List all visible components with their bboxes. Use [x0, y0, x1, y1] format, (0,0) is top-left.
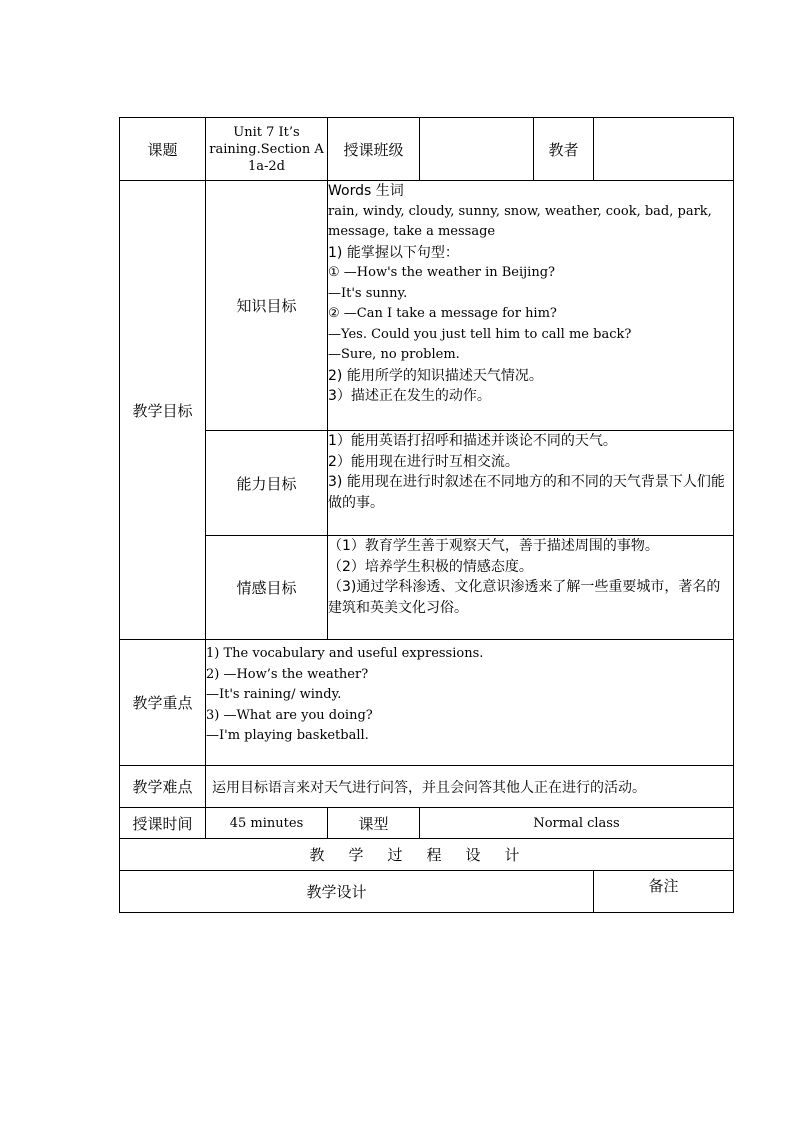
difficulties-row	[120, 766, 734, 808]
ability-line: 3) 能用现在进行时叙述在不同地方的和不同的天气背景下人们能做的事。	[328, 474, 725, 511]
emotion-label: 情感目标	[206, 536, 328, 640]
emotion-line: （1）教育学生善于观察天气，善于描述周围的事物。	[328, 538, 659, 554]
key-points-content	[206, 640, 734, 766]
knowledge-line: —Sure, no problem.	[328, 347, 460, 362]
key-point-line: —It's raining/ windy.	[206, 687, 342, 702]
key-points-row	[120, 640, 734, 766]
key-points-label: 教学重点	[120, 640, 206, 766]
type-value: Normal class	[420, 808, 734, 839]
time-label: 授课时间	[120, 808, 206, 839]
type-label: 课型	[328, 808, 420, 839]
process-title: 教学过程设计	[120, 839, 734, 871]
teacher-value	[594, 118, 734, 181]
knowledge-line: Words 生词	[328, 183, 404, 199]
header-row	[120, 118, 734, 181]
knowledge-line: ① —How's the weather in Beijing?	[328, 265, 556, 280]
ability-line: 1）能用英语打招呼和描述并谈论不同的天气。	[328, 433, 617, 449]
emotion-line: （2）培养学生积极的情感态度。	[328, 558, 533, 575]
difficulties-content: 运用目标语言来对天气进行问答，并且会问答其他人正在进行的活动。	[206, 766, 734, 808]
knowledge-line: message, take a message	[328, 224, 496, 239]
emotion-line: （3)通过学科渗透、文化意识渗透来了解一些重要城市，著名的建筑和英美文化习俗。	[328, 579, 721, 616]
knowledge-line: 1) 能掌握以下句型：	[328, 244, 459, 261]
emotion-row	[120, 536, 734, 640]
key-point-line: 2) —How’s the weather?	[206, 666, 369, 682]
key-point-line: 3) —What are you doing?	[206, 707, 373, 723]
schedule-row	[120, 808, 734, 839]
knowledge-line: 3）描述正在发生的动作。	[328, 388, 491, 404]
topic-value: Unit 7 It’s raining.Section A 1a-2d	[206, 118, 328, 181]
knowledge-line: —It's sunny.	[328, 285, 408, 301]
design-label: 教学设计	[120, 871, 594, 913]
emotion-content	[328, 536, 734, 640]
topic-label: 课题	[120, 118, 206, 181]
ability-content	[328, 431, 734, 536]
class-value	[420, 118, 534, 181]
class-label: 授课班级	[328, 118, 420, 181]
ability-line: 2）能用现在进行时互相交流。	[328, 453, 519, 470]
notes-label: 备注	[594, 871, 734, 913]
knowledge-row	[120, 181, 734, 431]
knowledge-line: ② —Can I take a message for him?	[328, 306, 557, 321]
process-title-row	[120, 839, 734, 871]
teacher-label: 教者	[534, 118, 594, 181]
difficulties-label: 教学难点	[120, 766, 206, 808]
knowledge-line: —Yes. Could you just tell him to call me back?	[328, 326, 632, 342]
time-value: 45 minutes	[206, 808, 328, 839]
ability-row	[120, 431, 734, 536]
design-row	[120, 871, 734, 913]
knowledge-line: rain, windy, cloudy, sunny, snow, weather, cook, bad, park,	[328, 203, 712, 219]
knowledge-content	[328, 181, 734, 431]
goals-label: 教学目标	[120, 181, 206, 640]
ability-label: 能力目标	[206, 431, 328, 536]
key-point-line: —I'm playing basketball.	[206, 728, 369, 743]
knowledge-line: 2) 能用所学的知识描述天气情况。	[328, 367, 543, 384]
key-point-line: 1) The vocabulary and useful expressions.	[206, 646, 484, 661]
lesson-plan-table	[119, 117, 734, 913]
knowledge-label: 知识目标	[206, 181, 328, 431]
